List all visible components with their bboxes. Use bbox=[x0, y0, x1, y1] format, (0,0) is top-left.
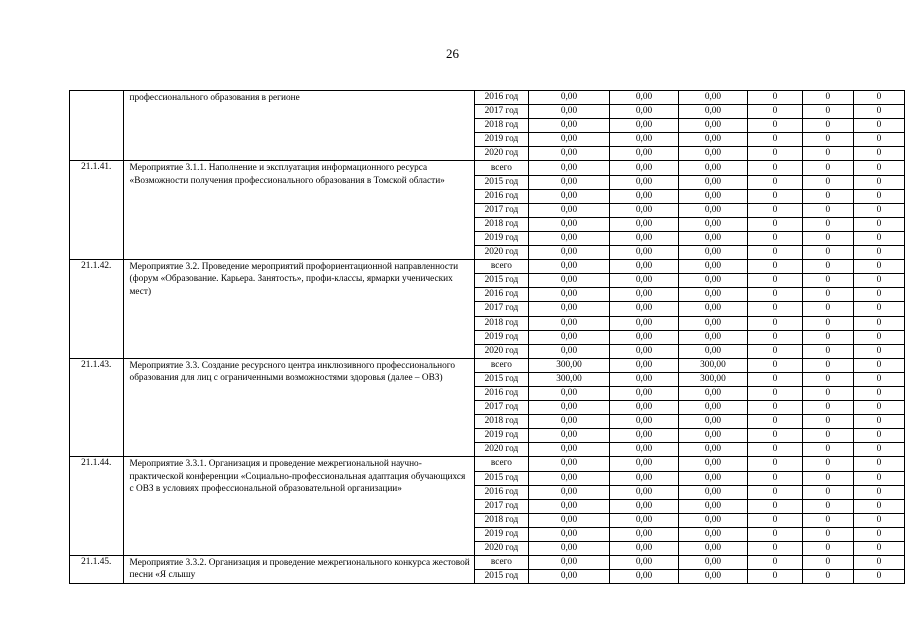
local-cell: 0 bbox=[748, 302, 803, 316]
item-code: 21.1.44. bbox=[70, 457, 124, 556]
item-code bbox=[70, 91, 124, 161]
item-code: 21.1.43. bbox=[70, 358, 124, 457]
total-cell: 0,00 bbox=[528, 513, 609, 527]
total-cell: 0,00 bbox=[528, 344, 609, 358]
other-cell: 0 bbox=[853, 513, 904, 527]
federal-cell: 0,00 bbox=[610, 499, 679, 513]
federal-cell: 0,00 bbox=[610, 485, 679, 499]
total-cell: 0,00 bbox=[528, 302, 609, 316]
other-cell: 0 bbox=[853, 330, 904, 344]
other-cell: 0 bbox=[853, 274, 904, 288]
extra-cell: 0 bbox=[802, 147, 853, 161]
other-cell: 0 bbox=[853, 457, 904, 471]
extra-cell: 0 bbox=[802, 499, 853, 513]
federal-cell: 0,00 bbox=[610, 527, 679, 541]
year-cell: всего bbox=[475, 556, 529, 570]
total-cell: 0,00 bbox=[528, 429, 609, 443]
regional-cell: 0,00 bbox=[678, 189, 747, 203]
regional-cell: 0,00 bbox=[678, 231, 747, 245]
federal-cell: 0,00 bbox=[610, 246, 679, 260]
federal-cell: 0,00 bbox=[610, 513, 679, 527]
local-cell: 0 bbox=[748, 401, 803, 415]
federal-cell: 0,00 bbox=[610, 386, 679, 400]
regional-cell: 0,00 bbox=[678, 513, 747, 527]
federal-cell: 0,00 bbox=[610, 189, 679, 203]
other-cell: 0 bbox=[853, 556, 904, 570]
local-cell: 0 bbox=[748, 358, 803, 372]
local-cell: 0 bbox=[748, 161, 803, 175]
year-cell: 2016 год bbox=[475, 485, 529, 499]
total-cell: 0,00 bbox=[528, 91, 609, 105]
total-cell: 0,00 bbox=[528, 246, 609, 260]
local-cell: 0 bbox=[748, 386, 803, 400]
total-cell: 0,00 bbox=[528, 415, 609, 429]
year-cell: 2019 год bbox=[475, 231, 529, 245]
year-cell: 2019 год bbox=[475, 330, 529, 344]
total-cell: 0,00 bbox=[528, 443, 609, 457]
total-cell: 0,00 bbox=[528, 175, 609, 189]
year-cell: 2016 год bbox=[475, 386, 529, 400]
extra-cell: 0 bbox=[802, 91, 853, 105]
total-cell: 0,00 bbox=[528, 386, 609, 400]
total-cell: 0,00 bbox=[528, 203, 609, 217]
total-cell: 0,00 bbox=[528, 485, 609, 499]
other-cell: 0 bbox=[853, 217, 904, 231]
federal-cell: 0,00 bbox=[610, 415, 679, 429]
year-cell: 2016 год bbox=[475, 288, 529, 302]
federal-cell: 0,00 bbox=[610, 471, 679, 485]
year-cell: 2015 год bbox=[475, 372, 529, 386]
extra-cell: 0 bbox=[802, 344, 853, 358]
federal-cell: 0,00 bbox=[610, 358, 679, 372]
year-cell: всего bbox=[475, 358, 529, 372]
other-cell: 0 bbox=[853, 372, 904, 386]
other-cell: 0 bbox=[853, 147, 904, 161]
extra-cell: 0 bbox=[802, 386, 853, 400]
year-cell: 2018 год bbox=[475, 119, 529, 133]
year-cell: 2017 год bbox=[475, 499, 529, 513]
local-cell: 0 bbox=[748, 457, 803, 471]
extra-cell: 0 bbox=[802, 119, 853, 133]
federal-cell: 0,00 bbox=[610, 91, 679, 105]
local-cell: 0 bbox=[748, 443, 803, 457]
federal-cell: 0,00 bbox=[610, 161, 679, 175]
federal-cell: 0,00 bbox=[610, 316, 679, 330]
regional-cell: 0,00 bbox=[678, 203, 747, 217]
local-cell: 0 bbox=[748, 344, 803, 358]
extra-cell: 0 bbox=[802, 330, 853, 344]
year-cell: 2017 год bbox=[475, 401, 529, 415]
extra-cell: 0 bbox=[802, 288, 853, 302]
other-cell: 0 bbox=[853, 570, 904, 584]
year-cell: 2018 год bbox=[475, 415, 529, 429]
local-cell: 0 bbox=[748, 556, 803, 570]
regional-cell: 0,00 bbox=[678, 429, 747, 443]
table-row bbox=[70, 358, 905, 372]
year-cell: 2015 год bbox=[475, 471, 529, 485]
federal-cell: 0,00 bbox=[610, 231, 679, 245]
local-cell: 0 bbox=[748, 471, 803, 485]
extra-cell: 0 bbox=[802, 372, 853, 386]
other-cell: 0 bbox=[853, 344, 904, 358]
other-cell: 0 bbox=[853, 316, 904, 330]
extra-cell: 0 bbox=[802, 231, 853, 245]
extra-cell: 0 bbox=[802, 485, 853, 499]
year-cell: 2015 год bbox=[475, 175, 529, 189]
total-cell: 0,00 bbox=[528, 260, 609, 274]
federal-cell: 0,00 bbox=[610, 344, 679, 358]
local-cell: 0 bbox=[748, 105, 803, 119]
regional-cell: 0,00 bbox=[678, 274, 747, 288]
federal-cell: 0,00 bbox=[610, 330, 679, 344]
local-cell: 0 bbox=[748, 274, 803, 288]
extra-cell: 0 bbox=[802, 415, 853, 429]
item-code: 21.1.42. bbox=[70, 260, 124, 359]
year-cell: 2018 год bbox=[475, 316, 529, 330]
local-cell: 0 bbox=[748, 288, 803, 302]
budget-table bbox=[69, 90, 905, 584]
year-cell: 2018 год bbox=[475, 513, 529, 527]
federal-cell: 0,00 bbox=[610, 429, 679, 443]
other-cell: 0 bbox=[853, 288, 904, 302]
other-cell: 0 bbox=[853, 260, 904, 274]
other-cell: 0 bbox=[853, 485, 904, 499]
regional-cell: 0,00 bbox=[678, 161, 747, 175]
year-cell: 2020 год bbox=[475, 542, 529, 556]
local-cell: 0 bbox=[748, 527, 803, 541]
year-cell: всего bbox=[475, 260, 529, 274]
federal-cell: 0,00 bbox=[610, 401, 679, 415]
year-cell: 2015 год bbox=[475, 274, 529, 288]
other-cell: 0 bbox=[853, 203, 904, 217]
local-cell: 0 bbox=[748, 260, 803, 274]
total-cell: 0,00 bbox=[528, 556, 609, 570]
other-cell: 0 bbox=[853, 415, 904, 429]
year-cell: 2016 год bbox=[475, 189, 529, 203]
extra-cell: 0 bbox=[802, 133, 853, 147]
total-cell: 0,00 bbox=[528, 401, 609, 415]
local-cell: 0 bbox=[748, 429, 803, 443]
total-cell: 0,00 bbox=[528, 147, 609, 161]
total-cell: 0,00 bbox=[528, 471, 609, 485]
extra-cell: 0 bbox=[802, 203, 853, 217]
federal-cell: 0,00 bbox=[610, 105, 679, 119]
total-cell: 0,00 bbox=[528, 499, 609, 513]
year-cell: 2015 год bbox=[475, 570, 529, 584]
total-cell: 0,00 bbox=[528, 288, 609, 302]
federal-cell: 0,00 bbox=[610, 443, 679, 457]
other-cell: 0 bbox=[853, 133, 904, 147]
extra-cell: 0 bbox=[802, 471, 853, 485]
total-cell: 0,00 bbox=[528, 189, 609, 203]
federal-cell: 0,00 bbox=[610, 175, 679, 189]
federal-cell: 0,00 bbox=[610, 133, 679, 147]
regional-cell: 0,00 bbox=[678, 330, 747, 344]
regional-cell: 0,00 bbox=[678, 175, 747, 189]
extra-cell: 0 bbox=[802, 175, 853, 189]
total-cell: 0,00 bbox=[528, 217, 609, 231]
total-cell: 0,00 bbox=[528, 527, 609, 541]
federal-cell: 0,00 bbox=[610, 372, 679, 386]
total-cell: 0,00 bbox=[528, 330, 609, 344]
year-cell: 2020 год bbox=[475, 246, 529, 260]
extra-cell: 0 bbox=[802, 217, 853, 231]
local-cell: 0 bbox=[748, 231, 803, 245]
item-code: 21.1.41. bbox=[70, 161, 124, 260]
extra-cell: 0 bbox=[802, 260, 853, 274]
other-cell: 0 bbox=[853, 175, 904, 189]
table-row bbox=[70, 161, 905, 175]
other-cell: 0 bbox=[853, 542, 904, 556]
total-cell: 0,00 bbox=[528, 542, 609, 556]
local-cell: 0 bbox=[748, 330, 803, 344]
regional-cell: 300,00 bbox=[678, 358, 747, 372]
regional-cell: 0,00 bbox=[678, 288, 747, 302]
regional-cell: 300,00 bbox=[678, 372, 747, 386]
total-cell: 0,00 bbox=[528, 316, 609, 330]
extra-cell: 0 bbox=[802, 161, 853, 175]
table-row bbox=[70, 457, 905, 471]
federal-cell: 0,00 bbox=[610, 302, 679, 316]
page-number: 26 bbox=[446, 46, 459, 61]
local-cell: 0 bbox=[748, 316, 803, 330]
extra-cell: 0 bbox=[802, 105, 853, 119]
other-cell: 0 bbox=[853, 119, 904, 133]
regional-cell: 0,00 bbox=[678, 302, 747, 316]
regional-cell: 0,00 bbox=[678, 386, 747, 400]
regional-cell: 0,00 bbox=[678, 499, 747, 513]
extra-cell: 0 bbox=[802, 401, 853, 415]
local-cell: 0 bbox=[748, 246, 803, 260]
extra-cell: 0 bbox=[802, 556, 853, 570]
total-cell: 0,00 bbox=[528, 457, 609, 471]
local-cell: 0 bbox=[748, 415, 803, 429]
local-cell: 0 bbox=[748, 542, 803, 556]
year-cell: 2017 год bbox=[475, 302, 529, 316]
regional-cell: 0,00 bbox=[678, 570, 747, 584]
regional-cell: 0,00 bbox=[678, 457, 747, 471]
regional-cell: 0,00 bbox=[678, 147, 747, 161]
local-cell: 0 bbox=[748, 485, 803, 499]
regional-cell: 0,00 bbox=[678, 133, 747, 147]
year-cell: 2020 год bbox=[475, 344, 529, 358]
other-cell: 0 bbox=[853, 302, 904, 316]
local-cell: 0 bbox=[748, 175, 803, 189]
extra-cell: 0 bbox=[802, 457, 853, 471]
total-cell: 0,00 bbox=[528, 105, 609, 119]
table-body bbox=[70, 91, 905, 584]
table-row bbox=[70, 556, 905, 570]
year-cell: 2016 год bbox=[475, 91, 529, 105]
other-cell: 0 bbox=[853, 105, 904, 119]
regional-cell: 0,00 bbox=[678, 91, 747, 105]
federal-cell: 0,00 bbox=[610, 457, 679, 471]
federal-cell: 0,00 bbox=[610, 570, 679, 584]
total-cell: 0,00 bbox=[528, 274, 609, 288]
local-cell: 0 bbox=[748, 372, 803, 386]
other-cell: 0 bbox=[853, 231, 904, 245]
extra-cell: 0 bbox=[802, 246, 853, 260]
regional-cell: 0,00 bbox=[678, 316, 747, 330]
other-cell: 0 bbox=[853, 471, 904, 485]
regional-cell: 0,00 bbox=[678, 542, 747, 556]
item-description: Мероприятие 3.3.2. Организация и проведение межрегионального конкурса жестовой песни «Я слышу bbox=[123, 556, 474, 584]
item-description: профессионального образования в регионе bbox=[123, 91, 474, 161]
year-cell: 2020 год bbox=[475, 147, 529, 161]
year-cell: 2018 год bbox=[475, 217, 529, 231]
extra-cell: 0 bbox=[802, 527, 853, 541]
other-cell: 0 bbox=[853, 246, 904, 260]
federal-cell: 0,00 bbox=[610, 147, 679, 161]
extra-cell: 0 bbox=[802, 429, 853, 443]
extra-cell: 0 bbox=[802, 316, 853, 330]
extra-cell: 0 bbox=[802, 189, 853, 203]
item-description: Мероприятие 3.1.1. Наполнение и эксплуатация информационного ресурса «Возможности получения профессионального образования в Томской области» bbox=[123, 161, 474, 260]
regional-cell: 0,00 bbox=[678, 401, 747, 415]
item-description: Мероприятие 3.3.1. Организация и проведение межрегиональной научно-практической конференции «Социально-профессиональная адаптация обучающихся с ОВЗ в условиях профессиональной образовательной организации» bbox=[123, 457, 474, 556]
local-cell: 0 bbox=[748, 499, 803, 513]
total-cell: 0,00 bbox=[528, 133, 609, 147]
local-cell: 0 bbox=[748, 203, 803, 217]
table-row bbox=[70, 260, 905, 274]
local-cell: 0 bbox=[748, 119, 803, 133]
federal-cell: 0,00 bbox=[610, 556, 679, 570]
year-cell: всего bbox=[475, 161, 529, 175]
total-cell: 0,00 bbox=[528, 119, 609, 133]
local-cell: 0 bbox=[748, 513, 803, 527]
extra-cell: 0 bbox=[802, 513, 853, 527]
year-cell: 2019 год bbox=[475, 527, 529, 541]
extra-cell: 0 bbox=[802, 542, 853, 556]
other-cell: 0 bbox=[853, 429, 904, 443]
other-cell: 0 bbox=[853, 527, 904, 541]
regional-cell: 0,00 bbox=[678, 485, 747, 499]
extra-cell: 0 bbox=[802, 274, 853, 288]
total-cell: 0,00 bbox=[528, 570, 609, 584]
total-cell: 300,00 bbox=[528, 372, 609, 386]
year-cell: 2017 год bbox=[475, 203, 529, 217]
local-cell: 0 bbox=[748, 570, 803, 584]
extra-cell: 0 bbox=[802, 358, 853, 372]
regional-cell: 0,00 bbox=[678, 105, 747, 119]
federal-cell: 0,00 bbox=[610, 217, 679, 231]
local-cell: 0 bbox=[748, 133, 803, 147]
item-description: Мероприятие 3.3. Создание ресурсного центра инклюзивного профессионального образования для лиц с ограниченными возможностями здоровья (далее – ОВЗ) bbox=[123, 358, 474, 457]
local-cell: 0 bbox=[748, 147, 803, 161]
federal-cell: 0,00 bbox=[610, 274, 679, 288]
other-cell: 0 bbox=[853, 401, 904, 415]
other-cell: 0 bbox=[853, 443, 904, 457]
federal-cell: 0,00 bbox=[610, 203, 679, 217]
other-cell: 0 bbox=[853, 386, 904, 400]
regional-cell: 0,00 bbox=[678, 443, 747, 457]
extra-cell: 0 bbox=[802, 443, 853, 457]
regional-cell: 0,00 bbox=[678, 260, 747, 274]
year-cell: всего bbox=[475, 457, 529, 471]
federal-cell: 0,00 bbox=[610, 288, 679, 302]
local-cell: 0 bbox=[748, 189, 803, 203]
table-row bbox=[70, 91, 905, 105]
other-cell: 0 bbox=[853, 499, 904, 513]
local-cell: 0 bbox=[748, 217, 803, 231]
total-cell: 0,00 bbox=[528, 161, 609, 175]
regional-cell: 0,00 bbox=[678, 415, 747, 429]
regional-cell: 0,00 bbox=[678, 246, 747, 260]
regional-cell: 0,00 bbox=[678, 217, 747, 231]
regional-cell: 0,00 bbox=[678, 471, 747, 485]
regional-cell: 0,00 bbox=[678, 556, 747, 570]
item-code: 21.1.45. bbox=[70, 556, 124, 584]
item-description: Мероприятие 3.2. Проведение мероприятий профориентационной направленности (форум «Образование. Карьера. Занятость», профи-классы, ярмарки ученических мест) bbox=[123, 260, 474, 359]
other-cell: 0 bbox=[853, 91, 904, 105]
regional-cell: 0,00 bbox=[678, 344, 747, 358]
regional-cell: 0,00 bbox=[678, 119, 747, 133]
year-cell: 2017 год bbox=[475, 105, 529, 119]
federal-cell: 0,00 bbox=[610, 260, 679, 274]
year-cell: 2020 год bbox=[475, 443, 529, 457]
local-cell: 0 bbox=[748, 91, 803, 105]
year-cell: 2019 год bbox=[475, 133, 529, 147]
extra-cell: 0 bbox=[802, 570, 853, 584]
year-cell: 2019 год bbox=[475, 429, 529, 443]
other-cell: 0 bbox=[853, 161, 904, 175]
regional-cell: 0,00 bbox=[678, 527, 747, 541]
federal-cell: 0,00 bbox=[610, 119, 679, 133]
extra-cell: 0 bbox=[802, 302, 853, 316]
other-cell: 0 bbox=[853, 189, 904, 203]
federal-cell: 0,00 bbox=[610, 542, 679, 556]
total-cell: 0,00 bbox=[528, 231, 609, 245]
other-cell: 0 bbox=[853, 358, 904, 372]
total-cell: 300,00 bbox=[528, 358, 609, 372]
